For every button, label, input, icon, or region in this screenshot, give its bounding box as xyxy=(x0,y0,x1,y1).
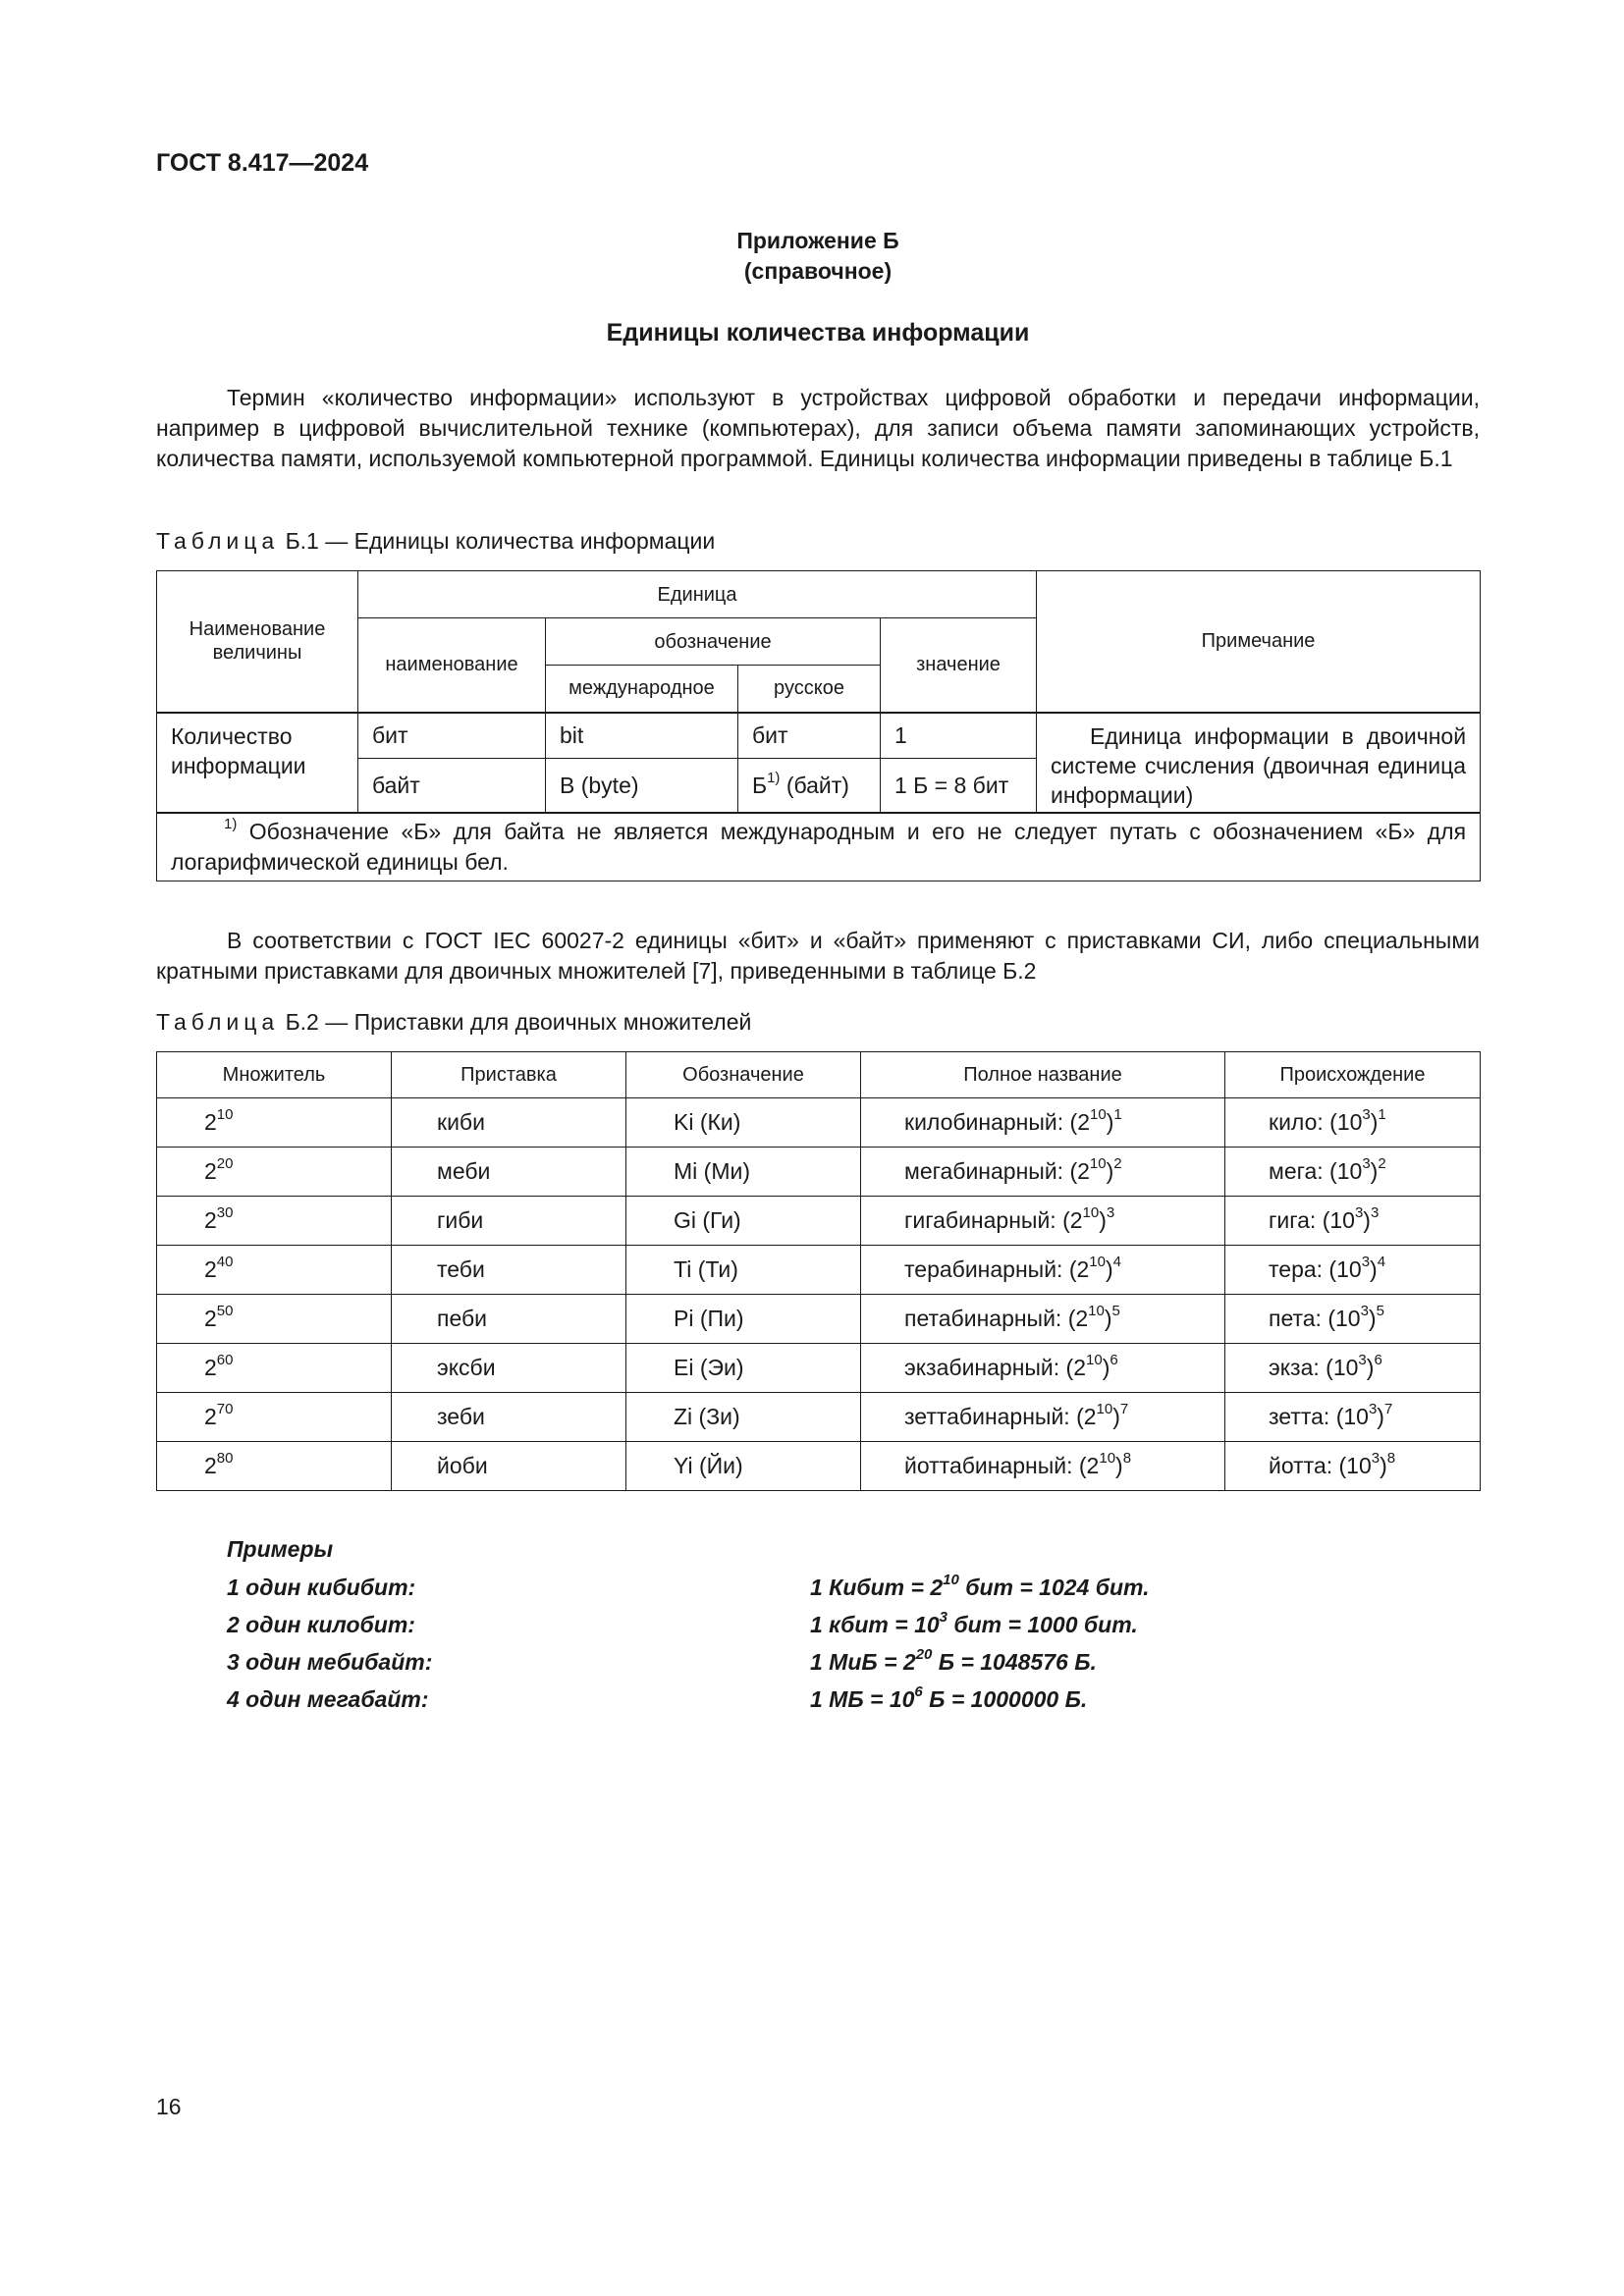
unit-ru-byte-suffix: (байт) xyxy=(780,772,849,798)
origin-cell xyxy=(1225,1295,1481,1344)
origin-exponent: 3 xyxy=(1368,1401,1378,1418)
example-label: 3 один мебибайт: xyxy=(227,1649,433,1675)
origin-paren: ) xyxy=(1370,1158,1379,1184)
origin-exponent: 3 xyxy=(1362,1155,1371,1173)
origin-cell xyxy=(1225,1246,1481,1295)
full-name-cell xyxy=(861,1148,1225,1197)
th-quantity-name: Наименование величины xyxy=(157,571,358,713)
th-symbol: Обозначение xyxy=(626,1052,861,1098)
origin-exponent: 3 xyxy=(1371,1450,1380,1468)
prefix-cell: гиби xyxy=(392,1197,626,1246)
origin-paren: ) xyxy=(1380,1453,1387,1478)
full-name-power: 6 xyxy=(1110,1352,1118,1369)
multiplier-exponent: 80 xyxy=(216,1450,234,1468)
origin-base: йотта: (10 xyxy=(1269,1453,1372,1478)
multiplier-base: 2 xyxy=(204,1355,217,1380)
full-name-power: 2 xyxy=(1113,1155,1122,1173)
full-name-exponent: 10 xyxy=(1086,1352,1103,1369)
full-name-base: мегабинарный: (2 xyxy=(904,1158,1090,1184)
table2-caption xyxy=(156,1009,751,1036)
full-name-base: йоттабинарный: (2 xyxy=(904,1453,1100,1478)
origin-base: гига: (10 xyxy=(1269,1207,1355,1233)
th-origin: Происхождение xyxy=(1225,1052,1481,1098)
table-row xyxy=(157,1442,1481,1491)
formula-pre: 1 кбит = 10 xyxy=(810,1612,940,1637)
full-name-cell xyxy=(861,1098,1225,1148)
th-note: Примечание xyxy=(1037,571,1481,713)
unit-name-byte: байт xyxy=(358,759,546,813)
examples-heading: Примеры xyxy=(227,1536,334,1562)
full-name-cell xyxy=(861,1197,1225,1246)
origin-power: 4 xyxy=(1377,1254,1386,1271)
full-name-exponent: 10 xyxy=(1089,1155,1107,1173)
formula-exp: 10 xyxy=(943,1572,959,1589)
full-name-cell xyxy=(861,1393,1225,1442)
symbol-cell: Gi (Ги) xyxy=(626,1197,861,1246)
document-code: ГОСТ 8.417—2024 xyxy=(156,149,369,177)
table-row xyxy=(157,1344,1481,1393)
multiplier-base: 2 xyxy=(204,1109,217,1135)
full-name-paren: ) xyxy=(1102,1355,1110,1380)
formula-pre: 1 МБ = 10 xyxy=(810,1686,915,1712)
th-prefix: Приставка xyxy=(392,1052,626,1098)
table-row xyxy=(157,1393,1481,1442)
multiplier-cell xyxy=(157,1442,392,1491)
full-name-paren: ) xyxy=(1106,1158,1114,1184)
origin-exponent: 3 xyxy=(1358,1352,1367,1369)
full-name-exponent: 10 xyxy=(1088,1303,1105,1320)
prefix-cell: зеби xyxy=(392,1393,626,1442)
origin-paren: ) xyxy=(1363,1207,1371,1233)
full-name-paren: ) xyxy=(1105,1256,1113,1282)
table-row xyxy=(157,1098,1481,1148)
full-name-cell xyxy=(861,1295,1225,1344)
formula-post: Б = 1048576 Б. xyxy=(932,1649,1097,1675)
formula-post: Б = 1000000 Б. xyxy=(922,1686,1088,1712)
example-formula xyxy=(810,1609,1138,1638)
origin-base: пета: (10 xyxy=(1269,1306,1361,1331)
origin-base: мега: (10 xyxy=(1269,1158,1363,1184)
multiplier-cell xyxy=(157,1246,392,1295)
prefix-cell: меби xyxy=(392,1148,626,1197)
prefix-cell: пеби xyxy=(392,1295,626,1344)
unit-intl-bit: bit xyxy=(546,713,738,759)
multiplier-cell xyxy=(157,1098,392,1148)
annex-label: Приложение Б xyxy=(736,228,899,253)
origin-power: 2 xyxy=(1378,1155,1386,1173)
th-unit: Единица xyxy=(358,571,1037,618)
origin-base: тера: (10 xyxy=(1269,1256,1362,1282)
full-name-paren: ) xyxy=(1115,1453,1123,1478)
full-name-paren: ) xyxy=(1099,1207,1107,1233)
origin-power: 8 xyxy=(1386,1450,1396,1468)
origin-exponent: 3 xyxy=(1360,1303,1369,1320)
quantity-cell: Количество информации xyxy=(157,713,358,813)
unit-ru-byte xyxy=(738,759,881,813)
unit-value-bit: 1 xyxy=(881,713,1037,759)
full-name-exponent: 10 xyxy=(1099,1450,1116,1468)
multiplier-exponent: 10 xyxy=(216,1106,234,1124)
example-formula xyxy=(810,1683,1088,1713)
full-name-base: терабинарный: (2 xyxy=(904,1256,1090,1282)
prefix-cell: киби xyxy=(392,1098,626,1148)
symbol-cell: Yi (Йи) xyxy=(626,1442,861,1491)
table2-body xyxy=(157,1098,1481,1491)
origin-cell xyxy=(1225,1148,1481,1197)
origin-paren: ) xyxy=(1370,1256,1378,1282)
example-formula xyxy=(810,1646,1097,1676)
table2-caption-text: Б.2 — Приставки для двоичных множителей xyxy=(285,1009,752,1035)
footnote-ref: 1) xyxy=(767,770,781,787)
footnote-mark: 1) xyxy=(224,815,238,832)
full-name-cell xyxy=(861,1246,1225,1295)
origin-power: 6 xyxy=(1374,1352,1382,1369)
unit-intl-byte: B (byte) xyxy=(546,759,738,813)
th-unit-name: наименование xyxy=(358,618,546,713)
symbol-cell: Ti (Ти) xyxy=(626,1246,861,1295)
full-name-exponent: 10 xyxy=(1096,1401,1113,1418)
origin-exponent: 3 xyxy=(1354,1204,1364,1222)
table1-footnote xyxy=(157,813,1481,881)
full-name-base: зеттабинарный: (2 xyxy=(904,1404,1097,1429)
full-name-exponent: 10 xyxy=(1089,1254,1106,1271)
multiplier-exponent: 70 xyxy=(216,1401,234,1418)
th-value: значение xyxy=(881,618,1037,713)
unit-name-bit: бит xyxy=(358,713,546,759)
binary-prefix-table xyxy=(156,1051,1481,1491)
example-label: 2 один килобит: xyxy=(227,1612,415,1637)
intro-paragraph: Термин «количество информации» используют в устройствах цифровой обработки и передачи информации, например в цифровой вычислительной технике (компьютерах), для записи объема памяти запоминающих устройств, количества памяти, используемой компьютерной программой. Единицы количества информации приведены в таблице Б.1 xyxy=(156,385,1480,471)
formula-post: бит = 1000 бит. xyxy=(947,1612,1138,1637)
example-label: 4 один мегабайт: xyxy=(227,1686,429,1712)
th-full-name: Полное название xyxy=(861,1052,1225,1098)
origin-exponent: 3 xyxy=(1362,1106,1371,1124)
note-cell: Единица информации в двоичной системе счисления (двоичная единица информации) xyxy=(1037,713,1481,813)
multiplier-exponent: 20 xyxy=(216,1155,234,1173)
full-name-power: 3 xyxy=(1106,1204,1115,1222)
unit-value-byte: 1 Б = 8 бит xyxy=(881,759,1037,813)
formula-exp: 3 xyxy=(939,1609,947,1627)
units-table xyxy=(156,570,1481,881)
full-name-base: петабинарный: (2 xyxy=(904,1306,1089,1331)
origin-base: экза: (10 xyxy=(1269,1355,1359,1380)
table-row xyxy=(157,1295,1481,1344)
origin-cell xyxy=(1225,1344,1481,1393)
full-name-power: 8 xyxy=(1122,1450,1132,1468)
multiplier-base: 2 xyxy=(204,1158,217,1184)
unit-ru-bit-base: бит xyxy=(752,722,788,749)
origin-cell xyxy=(1225,1197,1481,1246)
origin-paren: ) xyxy=(1366,1355,1375,1380)
table2-header-row xyxy=(157,1052,1481,1098)
multiplier-base: 2 xyxy=(204,1207,217,1233)
full-name-base: экзабинарный: (2 xyxy=(904,1355,1087,1380)
table2-caption-label: Таблица xyxy=(156,1009,280,1035)
full-name-power: 5 xyxy=(1111,1303,1120,1320)
formula-exp: 6 xyxy=(914,1683,923,1701)
symbol-cell: Pi (Пи) xyxy=(626,1295,861,1344)
origin-cell xyxy=(1225,1442,1481,1491)
full-name-power: 1 xyxy=(1113,1106,1122,1124)
origin-exponent: 3 xyxy=(1361,1254,1371,1271)
multiplier-cell xyxy=(157,1197,392,1246)
multiplier-base: 2 xyxy=(204,1453,217,1478)
multiplier-exponent: 60 xyxy=(216,1352,234,1369)
origin-power: 1 xyxy=(1378,1106,1386,1124)
table1-caption-text: Б.1 — Единицы количества информации xyxy=(285,528,716,554)
full-name-base: килобинарный: (2 xyxy=(904,1109,1090,1135)
table-row xyxy=(157,1148,1481,1197)
multiplier-base: 2 xyxy=(204,1256,217,1282)
full-name-power: 7 xyxy=(1119,1401,1129,1418)
full-name-base: гигабинарный: (2 xyxy=(904,1207,1083,1233)
formula-pre: 1 Кибит = 2 xyxy=(810,1575,944,1600)
multiplier-cell xyxy=(157,1295,392,1344)
full-name-exponent: 10 xyxy=(1090,1106,1107,1124)
prefix-cell: эксби xyxy=(392,1344,626,1393)
multiplier-exponent: 40 xyxy=(216,1254,234,1271)
table-row xyxy=(157,1197,1481,1246)
th-designation: обозначение xyxy=(546,618,881,666)
multiplier-exponent: 30 xyxy=(216,1204,234,1222)
symbol-cell: Mi (Ми) xyxy=(626,1148,861,1197)
unit-ru-byte-base: Б xyxy=(752,772,768,798)
prefix-cell: теби xyxy=(392,1246,626,1295)
origin-power: 3 xyxy=(1370,1204,1380,1222)
paragraph-2: В соответствии с ГОСТ IEC 60027-2 единицы «бит» и «байт» применяют с приставками СИ, либо специальными кратными приставками для двоичных множителей [7], приведенными в таблице Б.2 xyxy=(156,928,1480,984)
annex-title xyxy=(156,226,1480,287)
origin-paren: ) xyxy=(1370,1109,1379,1135)
table1-caption-label: Таблица xyxy=(156,528,280,554)
th-russian: русское xyxy=(738,666,881,713)
origin-power: 7 xyxy=(1383,1401,1393,1418)
multiplier-cell xyxy=(157,1393,392,1442)
origin-cell xyxy=(1225,1098,1481,1148)
page-number: 16 xyxy=(156,2094,182,2119)
multiplier-cell xyxy=(157,1148,392,1197)
formula-exp: 20 xyxy=(915,1646,933,1664)
prefix-cell: йоби xyxy=(392,1442,626,1491)
multiplier-base: 2 xyxy=(204,1306,217,1331)
multiplier-base: 2 xyxy=(204,1404,217,1429)
th-multiplier: Множитель xyxy=(157,1052,392,1098)
formula-pre: 1 МиБ = 2 xyxy=(810,1649,916,1675)
full-name-exponent: 10 xyxy=(1082,1204,1100,1222)
table1-caption xyxy=(156,528,715,555)
section-title: Единицы количества информации xyxy=(606,319,1030,347)
full-name-paren: ) xyxy=(1106,1109,1114,1135)
multiplier-cell xyxy=(157,1344,392,1393)
symbol-cell: Ei (Эи) xyxy=(626,1344,861,1393)
example-label: 1 один кибибит: xyxy=(227,1575,416,1600)
symbol-cell: Zi (Зи) xyxy=(626,1393,861,1442)
multiplier-exponent: 50 xyxy=(216,1303,234,1320)
full-name-cell xyxy=(861,1442,1225,1491)
origin-paren: ) xyxy=(1368,1306,1377,1331)
th-international: международное xyxy=(546,666,738,713)
origin-power: 5 xyxy=(1376,1303,1384,1320)
origin-base: кило: (10 xyxy=(1269,1109,1363,1135)
symbol-cell: Ki (Ки) xyxy=(626,1098,861,1148)
origin-base: зетта: (10 xyxy=(1269,1404,1369,1429)
table-row xyxy=(157,1246,1481,1295)
annex-type: (справочное) xyxy=(743,258,893,284)
origin-paren: ) xyxy=(1377,1404,1384,1429)
formula-post: бит = 1024 бит. xyxy=(958,1575,1150,1600)
full-name-cell xyxy=(861,1344,1225,1393)
footnote-text: Обозначение «Б» для байта не является международным и его не следует путать с обозначением «Б» для логарифмической единицы бел. xyxy=(171,818,1467,875)
full-name-power: 4 xyxy=(1112,1254,1121,1271)
origin-cell xyxy=(1225,1393,1481,1442)
full-name-paren: ) xyxy=(1104,1306,1112,1331)
example-formula xyxy=(810,1572,1150,1601)
full-name-paren: ) xyxy=(1112,1404,1120,1429)
unit-ru-bit xyxy=(738,713,881,759)
